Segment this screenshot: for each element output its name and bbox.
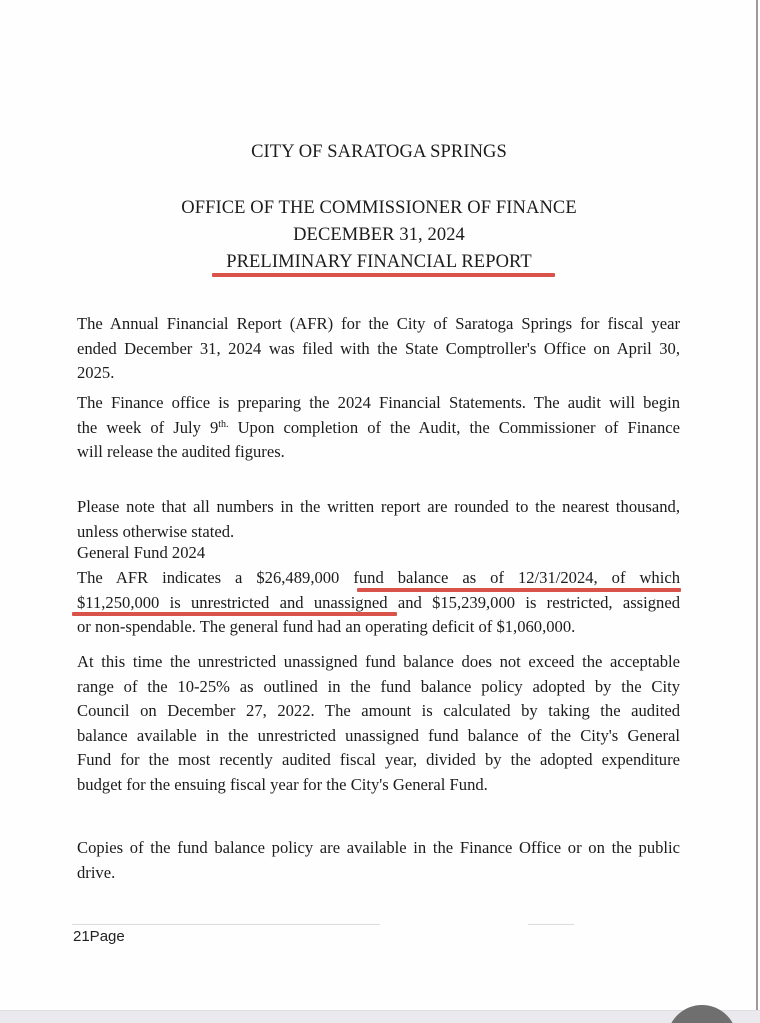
text-line	[77, 416, 680, 441]
paragraph-fund-balance	[77, 566, 680, 640]
paragraph-rounding-note	[77, 495, 680, 544]
text-line: Council on December 27, 2022. The amount is calculated by taking the audited	[77, 701, 680, 720]
text-line: At this time the unrestricted unassigned fund balance does not exceed the acceptable	[77, 652, 680, 671]
page-number: 21Page	[73, 928, 125, 945]
text-line: The AFR indicates a $26,489,000 fund balance as of 12/31/2024, of which	[77, 568, 680, 587]
text-line: $11,250,000 is unrestricted and unassigned and $15,239,000 is restricted, assigned	[77, 592, 680, 612]
footer-rule	[72, 924, 380, 925]
text-line: unless otherwise stated.	[77, 521, 235, 541]
text-line: Fund for the most recently audited fiscal year, divided by the adopted expenditure	[77, 750, 680, 769]
heading-office: OFFICE OF THE COMMISSIONER OF FINANCE	[181, 198, 577, 218]
text-line: Copies of the fund balance policy are available in the Finance Office or on the public	[77, 838, 680, 857]
section-title-general-fund	[77, 541, 680, 566]
text-segment: Upon completion of the Audit, the Commissioner of Finance	[228, 417, 680, 437]
text-line: Please note that all numbers in the written report are rounded to the nearest thousand,	[77, 497, 680, 516]
text-line: balance available in the unrestricted unassigned fund balance of the City's General	[77, 725, 680, 745]
report-title-underline-annotation	[212, 273, 555, 277]
paragraph-afr-filing	[77, 312, 680, 386]
text-line: or non-spendable. The general fund had an operating deficit of $1,060,000.	[77, 617, 576, 636]
ordinal-suffix: th.	[218, 418, 229, 430]
footer-rule-short	[528, 924, 574, 925]
heading-report-title: PRELIMINARY FINANCIAL REPORT	[226, 252, 532, 272]
fund-balance-underline-annotation	[357, 588, 681, 592]
text-line: The Finance office is preparing the 2024 Financial Statements. The audit will begin	[77, 393, 680, 412]
text-line: drive.	[77, 862, 116, 882]
text-line: 2025.	[77, 363, 115, 382]
text-line: will release the audited figures.	[77, 442, 285, 461]
paragraph-fund-balance-policy	[77, 650, 680, 797]
text-line: ended December 31, 2024 was filed with the State Comptroller's Office on April 30,	[77, 338, 680, 358]
heading-city: CITY OF SARATOGA SPRINGS	[251, 142, 507, 162]
text-line: range of the 10-25% as outlined in the fund balance policy adopted by the City	[77, 676, 680, 696]
heading-date: DECEMBER 31, 2024	[293, 225, 465, 245]
text-line: General Fund 2024	[77, 543, 206, 562]
paragraph-audit	[77, 391, 680, 465]
text-segment: the week of July 9	[77, 417, 219, 437]
unassigned-underline-annotation	[72, 612, 397, 616]
paragraph-policy-copies	[77, 836, 680, 885]
text-line: budget for the ensuing fiscal year for the City's General Fund.	[77, 774, 488, 794]
viewer-bottom-bar	[0, 1010, 760, 1023]
text-line: The Annual Financial Report (AFR) for the City of Saratoga Springs for fiscal year	[77, 314, 680, 333]
